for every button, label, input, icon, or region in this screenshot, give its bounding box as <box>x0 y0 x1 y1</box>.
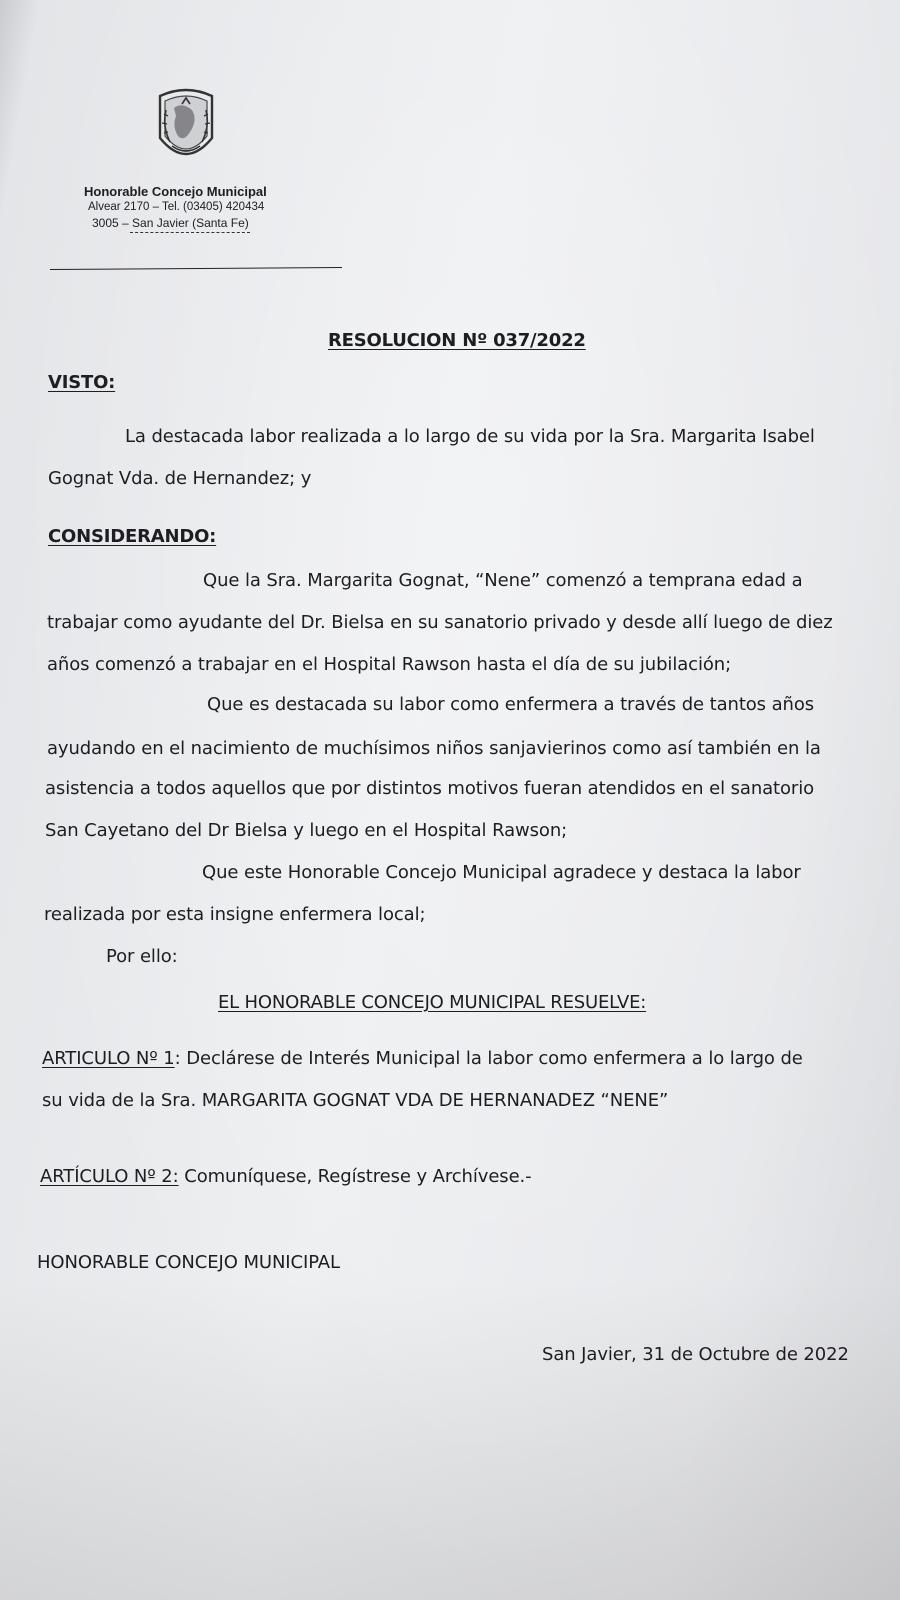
articulo-2 <box>40 1166 532 1187</box>
articulo-1-line-1 <box>42 1048 803 1069</box>
visto-line-2: Gognat Vda. de Hernandez; y <box>48 468 312 489</box>
considerando-line-9: realizada por esta insigne enfermera local; <box>44 904 426 925</box>
articulo-2-text: Comuníquese, Regístrese y Archívese.- <box>178 1166 532 1187</box>
considerando-line-4: Que es destacada su labor como enfermera a través de tantos años <box>207 694 815 715</box>
org-name: Honorable Concejo Municipal <box>84 184 267 199</box>
considerando-line-5: ayudando en el nacimiento de muchísimos niños sanjavierinos como así también en la <box>47 738 821 759</box>
resuelve-heading: EL HONORABLE CONCEJO MUNICIPAL RESUELVE: <box>218 992 647 1013</box>
coat-of-arms-icon <box>152 86 220 166</box>
document-date: San Javier, 31 de Octubre de 2022 <box>542 1344 849 1365</box>
letterhead-divider-dashed <box>130 232 250 233</box>
articulo-1-line-2: su vida de la Sra. MARGARITA GOGNAT VDA DE HERNANADEZ “NENE” <box>42 1090 669 1111</box>
visto-line-1: La destacada labor realizada a lo largo de su vida por la Sra. Margarita Isabel <box>125 426 815 447</box>
articulo-1-text: Declárese de Interés Municipal la labor como enfermera a lo largo de <box>180 1048 803 1069</box>
articulo-2-label: ARTÍCULO Nº 2: <box>40 1166 179 1187</box>
signature-block: HONORABLE CONCEJO MUNICIPAL <box>37 1252 340 1273</box>
considerando-line-6: asistencia a todos aquellos que por distintos motivos fueran atendidos en el sanatorio <box>45 778 815 799</box>
articulo-1-label: ARTICULO Nº 1 <box>42 1048 175 1069</box>
considerando-line-1: Que la Sra. Margarita Gognat, “Nene” comenzó a temprana edad a <box>203 570 803 591</box>
org-address: Alvear 2170 – Tel. (03405) 420434 <box>88 201 265 213</box>
considerando-heading: CONSIDERANDO: <box>48 526 217 547</box>
por-ello: Por ello: <box>106 946 178 967</box>
articulo-1-colon: : <box>174 1048 181 1069</box>
considerando-line-8: Que este Honorable Concejo Municipal agradece y destaca la labor <box>202 862 801 883</box>
visto-heading: VISTO: <box>48 372 116 393</box>
resolution-title: RESOLUCION Nº 037/2022 <box>328 330 586 351</box>
considerando-line-7: San Cayetano del Dr Bielsa y luego en el Hospital Rawson; <box>45 820 568 841</box>
considerando-line-2: trabajar como ayudante del Dr. Bielsa en su sanatorio privado y desde allí luego de diez <box>47 612 833 633</box>
org-city: 3005 – San Javier (Santa Fe) <box>92 216 249 230</box>
letterhead-rule <box>50 267 342 270</box>
considerando-line-3: años comenzó a trabajar en el Hospital Rawson hasta el día de su jubilación; <box>47 654 732 675</box>
